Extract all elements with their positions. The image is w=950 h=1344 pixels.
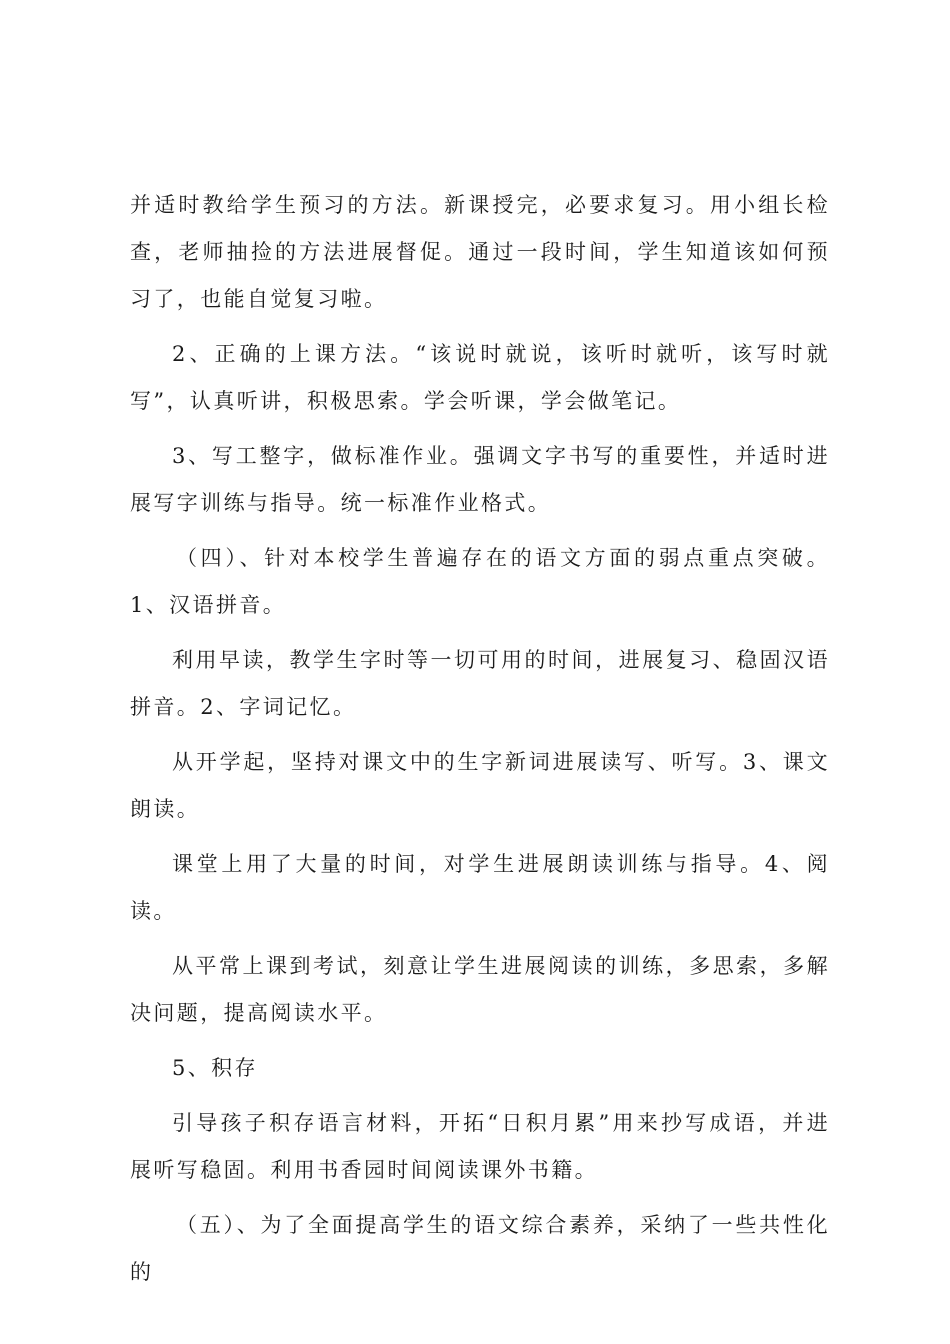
paragraph-accumulation: 引导孩子积存语言材料，开拓“日积月累”用来抄写成语，并进展听写稳固。利用书香园时间阅读课外书籍。 <box>130 1111 830 1182</box>
paragraph-section-four: （四）、针对本校学生普遍存在的语文方面的弱点重点突破。1、汉语拼音。 <box>130 546 830 617</box>
paragraph-reading-aloud: 课堂上用了大量的时间，对学生进展朗读训练与指导。4、阅读。 <box>130 852 830 923</box>
paragraph-class-method: 2、正确的上课方法。“该说时就说，该听时就听，该写时就写”，认真听讲，积极思索。学会听课，学会做笔记。 <box>130 342 830 413</box>
paragraph-continuation: 并适时教给学生预习的方法。新课授完，必要求复习。用小组长检查，老师抽捡的方法进展督促。通过一段时间，学生知道该如何预习了，也能自觉复习啦。 <box>130 193 830 311</box>
document-body <box>130 182 830 1304</box>
paragraph-pinyin: 利用早读，教学生字时等一切可用的时间，进展复习、稳固汉语拼音。2、字词记忆。 <box>130 648 830 719</box>
paragraph-reading: 从平常上课到考试，刻意让学生进展阅读的训练，多思索，多解决问题，提高阅读水平。 <box>130 954 830 1025</box>
paragraph-accumulation-heading: 5、积存 <box>172 1056 258 1080</box>
paragraph-handwriting: 3、写工整字，做标准作业。强调文字书写的重要性，并适时进展写字训练与指导。统一标准作业格式。 <box>130 444 830 515</box>
paragraph-vocabulary: 从开学起，坚持对课文中的生字新词进展读写、听写。3、课文朗读。 <box>130 750 830 821</box>
paragraph-section-five: （五）、为了全面提高学生的语文综合素养，采纳了一些共性化的 <box>130 1213 830 1284</box>
